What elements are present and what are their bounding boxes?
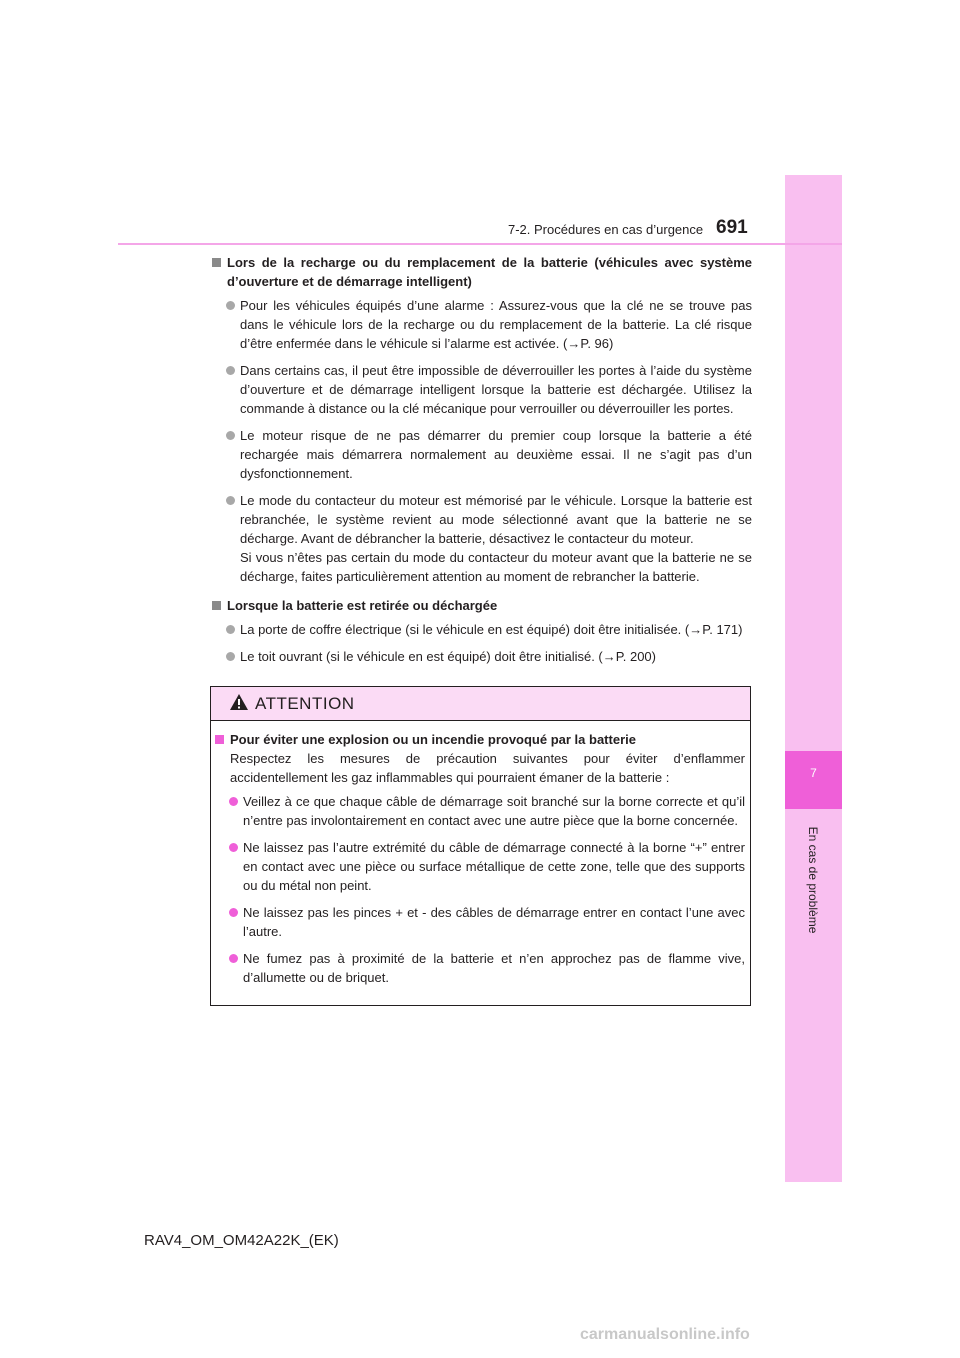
warning-item-text: Veillez à ce que chaque câble de démarrage soit branché sur la borne correcte et qu’il n’entre pas involontairement en contact avec une autre pièce que la borne concernée. (243, 794, 745, 828)
list-item (212, 647, 752, 666)
warning-heading-text: Pour éviter une explosion ou un incendie provoqué par la batterie (230, 732, 636, 747)
list-item (212, 426, 752, 483)
list-item-text: Dans certains cas, il peut être impossible de déverrouiller les portes à l’aide du système d’ouverture et de démarrage intelligent lorsque la batterie est déchargée. Utilisez la commande à distance ou la clé mécanique pour verrouiller ou déverrouiller les portes. (240, 363, 752, 416)
warning-triangle-icon (229, 693, 249, 711)
round-bullet-icon (226, 625, 235, 634)
round-bullet-icon (226, 496, 235, 505)
section-heading-text: Lorsque la batterie est retirée ou déchargée (227, 598, 498, 613)
round-bullet-icon (229, 954, 238, 963)
section-heading-text: Lors de la recharge ou du remplacement de la batterie (véhicules avec système d’ouverture et de démarrage intelligent) (227, 255, 752, 289)
square-bullet-icon (215, 735, 224, 744)
warning-heading (215, 730, 745, 749)
warning-item (215, 949, 745, 987)
round-bullet-icon (226, 366, 235, 375)
warning-item (215, 903, 745, 941)
chapter-title: En cas de problème (806, 826, 820, 934)
round-bullet-icon (226, 652, 235, 661)
section-heading (212, 596, 752, 615)
list-item (212, 620, 752, 639)
document-code: RAV4_OM_OM42A22K_(EK) (144, 1232, 339, 1249)
round-bullet-icon (229, 908, 238, 917)
section-heading (212, 253, 752, 291)
round-bullet-icon (229, 843, 238, 852)
warning-item-text: Ne laissez pas l’autre extrémité du câble de démarrage connecté à la borne “+” entrer en contact avec une pièce ou surface métallique de cette zone, telle que des supports ou du métal non peint. (243, 840, 745, 893)
round-bullet-icon (226, 301, 235, 310)
list-item-text: Si vous n’êtes pas certain du mode du contacteur du moteur avant que la batterie ne se décharge, faites particulièrement attention au moment de rebrancher la batterie. (240, 550, 752, 584)
warning-body (215, 730, 745, 995)
list-item-continuation (212, 548, 752, 586)
round-bullet-icon (226, 431, 235, 440)
warning-header (211, 687, 750, 721)
warning-intro: Respectez les mesures de précaution suivantes pour éviter d’enflammer accidentellement les gaz inflammables qui pourraient émaner de la batterie : (230, 751, 745, 785)
header-rule (118, 243, 842, 245)
chapter-tab-upper (785, 175, 842, 751)
list-item (212, 361, 752, 418)
warning-box (210, 686, 751, 1006)
warning-item-text: Ne laissez pas les pinces + et - des câbles de démarrage entrer en contact l’une avec l’autre. (243, 905, 745, 939)
page-number: 691 (716, 217, 748, 238)
chapter-number: 7 (810, 766, 817, 780)
section-title: 7-2. Procédures en cas d’urgence (508, 222, 704, 237)
main-content (212, 253, 752, 674)
warning-title: ATTENTION (255, 694, 355, 713)
list-item-text: Le moteur risque de ne pas démarrer du premier coup lorsque la batterie a été rechargée mais démarrera normalement au deuxième essai. Il ne s’agit pas d’un dysfonctionnement. (240, 428, 752, 481)
warning-item-text: Ne fumez pas à proximité de la batterie et n’en approchez pas de flamme vive, d’allumette ou de briquet. (243, 951, 745, 985)
list-item-text: Le mode du contacteur du moteur est mémorisé par le véhicule. Lorsque la batterie est rebranchée, le système revient au mode sélectionné avant que la batterie ne se décharge. Avant de débrancher la batterie, désactivez le contacteur du moteur. (240, 493, 752, 546)
list-item-text: La porte de coffre électrique (si le véhicule en est équipé) doit être initialisée. (→P. 171) (240, 622, 743, 637)
watermark: carmanualsonline.info (580, 1326, 750, 1343)
list-item (212, 296, 752, 353)
chapter-tab-active (785, 751, 842, 809)
square-bullet-icon (212, 258, 221, 267)
square-bullet-icon (212, 601, 221, 610)
list-item-text: Le toit ouvrant (si le véhicule en est équipé) doit être initialisé. (→P. 200) (240, 649, 656, 664)
list-item-text: Pour les véhicules équipés d’une alarme : Assurez-vous que la clé ne se trouve pas dans le véhicule lors de la recharge ou du remplacement de la batterie. La clé risque d’être enfermée dans le véhicule si l’alarme est activée. (→P. 96) (240, 298, 752, 351)
list-item (212, 491, 752, 548)
round-bullet-icon (229, 797, 238, 806)
warning-item (215, 792, 745, 830)
warning-item (215, 838, 745, 895)
